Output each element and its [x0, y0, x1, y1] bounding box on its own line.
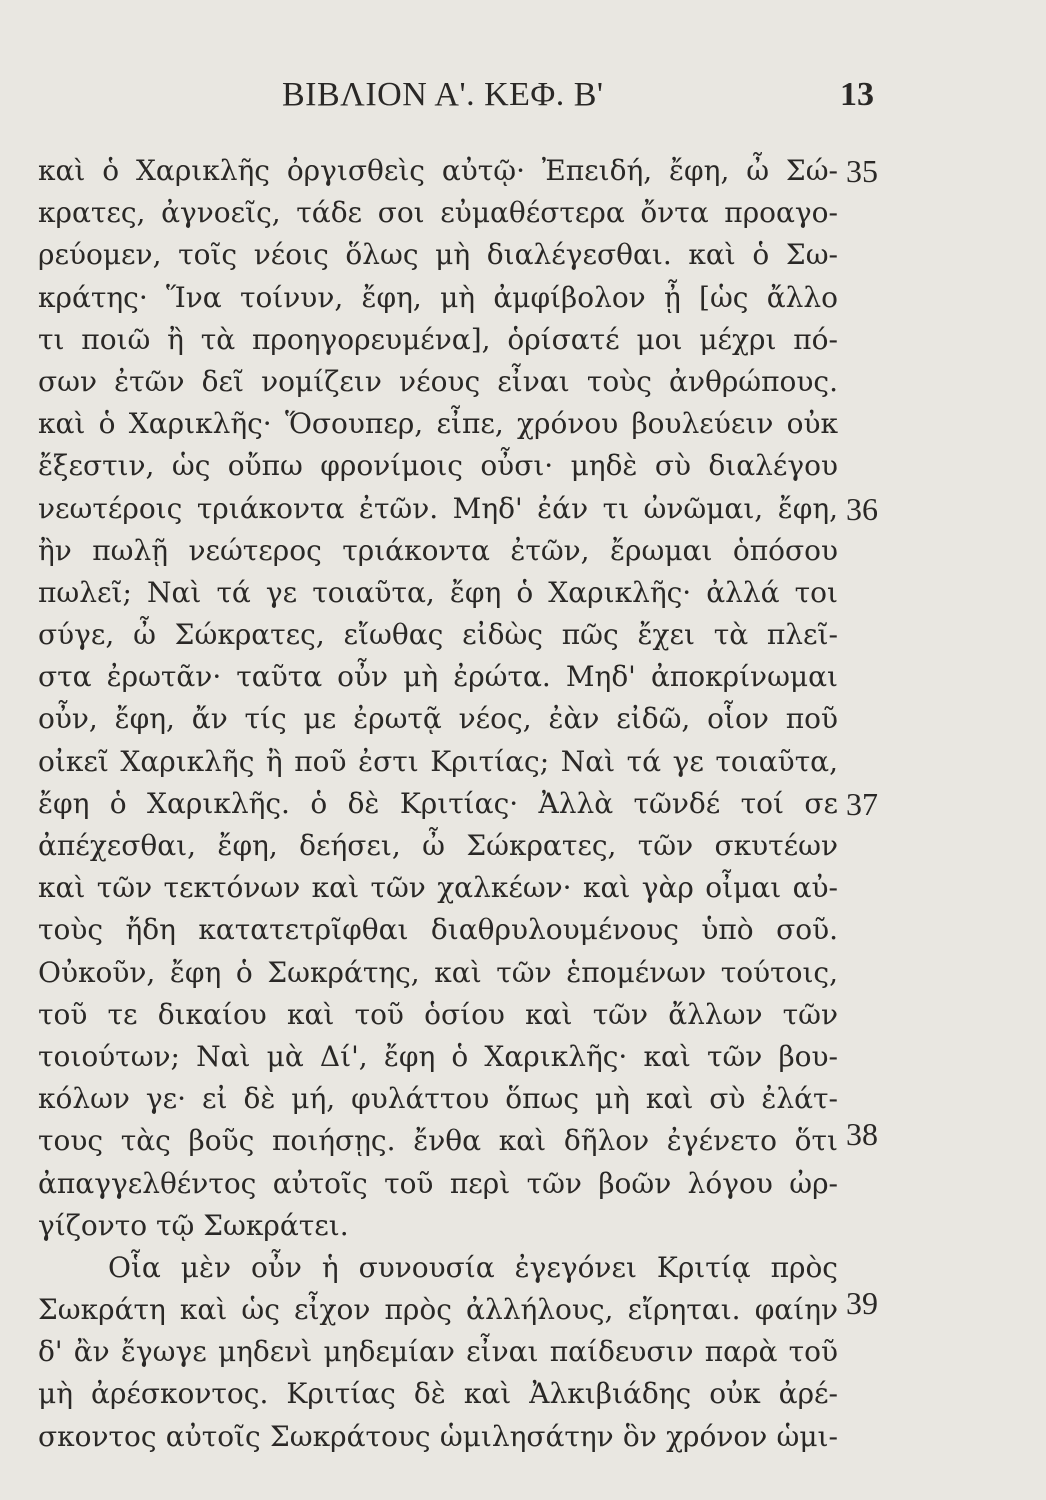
- text-line: δ' ἂν ἔγωγε μηδενὶ μηδεμίαν εἶναι παίδευσιν παρὰ τοῦ: [38, 1335, 838, 1369]
- text-line: πωλεῖ; Ναὶ τά γε τοιαῦτα, ἔφη ὁ Χαρικλῆς· ἀλλά τοι: [38, 575, 838, 609]
- section-number: 39: [846, 1284, 878, 1321]
- page-header: [0, 70, 1046, 120]
- text-line: τοιούτων; Ναὶ μὰ Δί', ἔφη ὁ Χαρικλῆς· καὶ τῶν βου-: [38, 1039, 838, 1073]
- text-line: κράτης· Ἵνα τοίνυν, ἔφη, μὴ ἀμφίβολον ᾖ [ὡς ἄλλο: [38, 280, 838, 314]
- text-line: τους τὰς βοῦς ποιήσῃς. ἔνθα καὶ δῆλον ἐγένετο ὅτι: [38, 1124, 838, 1158]
- text-line: κόλων γε· εἰ δὲ μή, φυλάττου ὅπως μὴ καὶ σὺ ἐλάτ-: [38, 1082, 838, 1116]
- section-number: 36: [846, 490, 878, 527]
- text-line: σύγε, ὦ Σώκρατες, εἴωθας εἰδὼς πῶς ἔχει τὰ πλεῖ-: [38, 618, 838, 652]
- text-line: οὖν, ἔφη, ἄν τίς με ἐρωτᾷ νέος, ἐὰν εἰδῶ, οἷον ποῦ: [38, 702, 838, 736]
- text-line: Οἷα μὲν οὖν ἡ συνουσία ἐγεγόνει Κριτίᾳ πρὸς: [108, 1250, 838, 1284]
- text-line: τοὺς ἤδη κατατετρῖφθαι διαθρυλουμένους ὑπὸ σοῦ.: [38, 913, 838, 947]
- text-line: καὶ τῶν τεκτόνων καὶ τῶν χαλκέων· καὶ γὰρ οἶμαι αὐ-: [38, 871, 838, 905]
- text-line: καὶ ὁ Χαρικλῆς ὀργισθεὶς αὐτῷ· Ἐπειδή, ἔφη, ὦ Σώ-: [38, 154, 838, 187]
- text-line: ἢν πωλῇ νεώτερος τριάκοντα ἐτῶν, ἔρωμαι ὁπόσου: [38, 533, 838, 567]
- text-line: στα ἐρωτᾶν· ταῦτα οὖν μὴ ἐρώτα. Μηδ' ἀποκρίνωμαι: [38, 660, 838, 694]
- text-line: Σωκράτη καὶ ὡς εἶχον πρὸς ἀλλήλους, εἴρηται. φαίην: [38, 1293, 838, 1327]
- text-line: ἀπέχεσθαι, ἔφη, δεήσει, ὦ Σώκρατες, τῶν σκυτέων: [38, 829, 838, 862]
- text-line: γίζοντο τῷ Σωκράτει.: [38, 1208, 349, 1242]
- text-line: τοῦ τε δικαίου καὶ τοῦ ὁσίου καὶ τῶν ἄλλων τῶν: [38, 997, 838, 1031]
- text-line: μὴ ἀρέσκοντος. Κριτίας δὲ καὶ Ἀλκιβιάδης οὐκ ἀρέ-: [38, 1377, 838, 1411]
- text-line: ρεύομεν, τοῖς νέοις ὅλως μὴ διαλέγεσθαι. καὶ ὁ Σω-: [38, 238, 838, 272]
- text-line: οἰκεῖ Χαρικλῆς ἢ ποῦ ἐστι Κριτίας; Ναὶ τά γε τοιαῦτα,: [38, 744, 838, 778]
- page-number: 13: [840, 76, 874, 113]
- section-number: 38: [846, 1115, 878, 1152]
- section-number: 37: [846, 786, 878, 822]
- text-line: Οὐκοῦν, ἔφη ὁ Σωκράτης, καὶ τῶν ἑπομένων τούτοις,: [38, 955, 838, 989]
- text-line: νεωτέροις τριάκοντα ἐτῶν. Μηδ' ἐάν τι ὠνῶμαι, ἔφη,: [38, 491, 838, 525]
- text-line: σκοντος αὐτοῖς Σωκράτους ὡμιλησάτην ὃν χρόνον ὡμι-: [38, 1419, 838, 1453]
- text-line: κρατες, ἀγνοεῖς, τάδε σοι εὐμαθέστερα ὄντα προαγο-: [38, 196, 838, 230]
- greek-text-block: [38, 150, 838, 1458]
- text-line: σων ἐτῶν δεῖ νομίζειν νέους εἶναι τοὺς ἀνθρώπους.: [38, 364, 838, 398]
- text-line: τι ποιῶ ἢ τὰ προηγορευμένα], ὁρίσατέ μοι μέχρι πό-: [38, 322, 838, 356]
- text-line: ἔφη ὁ Χαρικλῆς. ὁ δὲ Κριτίας· Ἀλλὰ τῶνδέ τοί σε: [38, 786, 838, 820]
- text-line: ἔξεστιν, ὡς οὔπω φρονίμοις οὖσι· μηδὲ σὺ διαλέγου: [38, 449, 838, 483]
- running-head: ΒΙΒΛΙΟΝ Α'. ΚΕΦ. Β': [282, 76, 604, 113]
- section-number: 35: [846, 153, 878, 189]
- text-line: καὶ ὁ Χαρικλῆς· Ὅσουπερ, εἶπε, χρόνου βουλεύειν οὐκ: [38, 407, 838, 441]
- text-line: ἀπαγγελθέντος αὐτοῖς τοῦ περὶ τῶν βοῶν λόγου ὠρ-: [38, 1166, 838, 1200]
